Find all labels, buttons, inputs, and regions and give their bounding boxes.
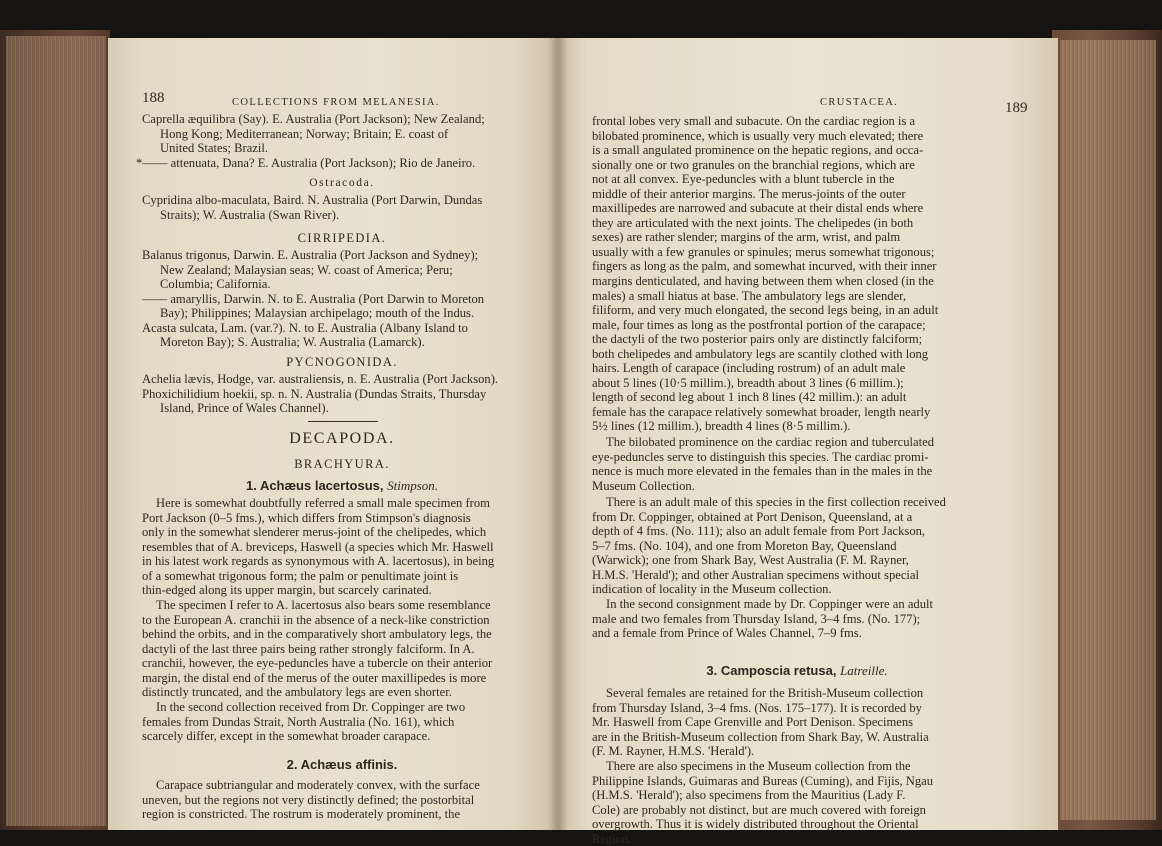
heading-ostracoda: Ostracoda. bbox=[309, 177, 375, 189]
species-name: 1. Achæus lacertosus, bbox=[245, 478, 384, 493]
text-line: and a female from Prince of Wales Channel, 7–9 fms. bbox=[592, 626, 862, 641]
text-line: maxillipedes are narrowed and subacute at their distal ends where bbox=[592, 201, 924, 216]
entry-line: Columbia; California. bbox=[160, 277, 271, 292]
left-running-head: COLLECTIONS FROM MELANESIA. bbox=[232, 97, 440, 108]
heading-decapoda: DECAPODA. bbox=[289, 430, 395, 447]
text-line: sionally one or two granules on the branchial regions, which are bbox=[592, 157, 915, 172]
text-line: from Thursday Island, 3–4 fms. (Nos. 175–177). It is recorded by bbox=[592, 700, 922, 715]
book-gutter bbox=[548, 38, 568, 830]
text-line: 5–7 fms. (No. 104), and one from Moreton Bay, Queensland bbox=[592, 538, 897, 553]
entry-line: Cypridina albo-maculata, Baird. N. Australia (Port Darwin, Dundas bbox=[142, 193, 483, 207]
text-line: There are also specimens in the Museum collection from the bbox=[606, 759, 911, 773]
text-line: Mr. Haswell from Cape Grenville and Port Denison. Specimens bbox=[592, 715, 914, 730]
text-line: Carapace subtriangular and moderately convex, with the surface bbox=[156, 778, 480, 792]
text-line: 5½ lines (12 millim.), breadth 4 lines (8·5 millim.). bbox=[592, 419, 851, 434]
text-line: fingers as long as the palm, and somewhat incurved, with their inner bbox=[592, 259, 937, 274]
text-line: to the European A. cranchii in the absence of a neck-like constriction bbox=[142, 612, 490, 627]
text-line: indication of locality in the Museum collection. bbox=[592, 582, 832, 597]
species-heading-achaeus-lacertosus bbox=[142, 478, 542, 494]
entry-line: Balanus trigonus, Darwin. E. Australia (Port Jackson and Sydney); bbox=[142, 248, 479, 262]
entry-line: Island, Prince of Wales Channel). bbox=[160, 401, 329, 416]
text-line: Several females are retained for the British-Museum collection bbox=[606, 686, 924, 700]
text-line: There is an adult male of this species in the first collection received bbox=[606, 495, 946, 509]
text-line: of a somewhat trigonous form; the palm or penultimate joint is bbox=[142, 568, 459, 583]
paragraph bbox=[592, 686, 929, 759]
entry-line: Caprella æquilibra (Say). E. Australia (Port Jackson); New Zealand; bbox=[142, 112, 485, 126]
text-line: margin, the distal end of the merus of the outer maxillipedes is more bbox=[142, 670, 487, 685]
text-line: males) a small hiatus at base. The ambulatory legs are slender, bbox=[592, 288, 907, 303]
entry-line: New Zealand; Malaysian seas; W. coast of America; Peru; bbox=[160, 262, 453, 277]
text-line: In the second collection received from Dr. Coppinger are two bbox=[156, 700, 466, 714]
text-line: usually with a few granules or spinules; merus somewhat trigonous; bbox=[592, 244, 935, 259]
text-line: hairs. Length of carapace (including rostrum) of an adult male bbox=[592, 361, 906, 376]
cirripedia-entries bbox=[142, 248, 484, 350]
entry-line: *—— attenuata, Dana? E. Australia (Port Jackson); Rio de Janeiro. bbox=[136, 155, 476, 170]
right-running-head: CRUSTACEA. bbox=[820, 97, 899, 108]
entry-line: Hong Kong; Mediterranean; Norway; Britain; E. coast of bbox=[160, 126, 449, 141]
species-name: 3. Camposcia retusa, bbox=[706, 663, 837, 678]
text-line: scarcely differ, except in the somewhat broader carapace. bbox=[142, 729, 431, 744]
text-line: bilobated prominence, which is usually very much elevated; there bbox=[592, 128, 924, 143]
paragraph bbox=[142, 496, 494, 598]
pycnogonida-entries bbox=[142, 372, 498, 416]
text-line: Region. bbox=[592, 831, 632, 846]
paragraph bbox=[592, 759, 933, 846]
species-author: Latreille. bbox=[840, 663, 888, 678]
text-line: male and two females from Thursday Island, 3–4 fms. (No. 177); bbox=[592, 611, 921, 626]
heading-pycnogonida: PYCNOGONIDA. bbox=[286, 355, 398, 369]
text-line: Cole) are probably not distinct, but are much covered with foreign bbox=[592, 802, 926, 817]
paragraph bbox=[142, 700, 465, 744]
text-line: sexes) are rather slender; margins of the arm, wrist, and palm bbox=[592, 230, 901, 245]
text-line: eye-peduncles serve to distinguish this species. The cardiac promi- bbox=[592, 449, 929, 464]
text-line: female has the carapace relatively somewhat broader, length nearly bbox=[592, 404, 931, 419]
text-line: (H.M.S. 'Herald'); also specimens from the Mauritius (Lady F. bbox=[592, 788, 906, 803]
heading-cirripedia: CIRRIPEDIA. bbox=[297, 231, 387, 245]
text-line: length of second leg about 1 inch 8 lines (42 millim.): an adult bbox=[592, 390, 907, 405]
text-line: are in the British-Museum collection from Shark Bay, W. Australia bbox=[592, 729, 929, 744]
paragraph bbox=[142, 778, 480, 822]
paragraph bbox=[592, 495, 946, 597]
text-line: depth of 4 fms. (No. 111); also an adult female from Port Jackson, bbox=[592, 524, 926, 539]
amphipoda-entries bbox=[136, 112, 485, 170]
paragraph bbox=[142, 598, 492, 700]
text-line: Here is somewhat doubtfully referred a small male specimen from bbox=[156, 496, 490, 510]
text-line: frontal lobes very small and subacute. On the cardiac region is a bbox=[592, 114, 916, 128]
section-rule bbox=[308, 421, 378, 422]
text-line: The specimen I refer to A. lacertosus also bears some resemblance bbox=[156, 598, 491, 612]
species-heading-achaeus-affinis: 2. Achæus affinis. bbox=[286, 757, 398, 772]
entry-line: Phoxichilidium hoekii, sp. n. N. Australia (Dundas Straits, Thursday bbox=[142, 386, 487, 401]
text-line: margins denticulated, and having between them when closed (in the bbox=[592, 274, 934, 289]
text-line: distinctly truncated, and the ambulatory legs are even shorter. bbox=[142, 685, 452, 700]
text-line: not at all convex. Eye-peduncles with a blunt tubercle in the bbox=[592, 172, 895, 187]
heading-brachyura: BRACHYURA. bbox=[294, 457, 390, 471]
text-line: the dactyli of the two posterior pairs only are distinctly falciform; bbox=[592, 332, 923, 347]
text-line: Port Jackson (0–5 fms.), which differs from Stimpson's diagnosis bbox=[142, 510, 471, 525]
text-line: H.M.S. 'Herald'); and other Australian specimens without special bbox=[592, 567, 920, 582]
entry-line: Acasta sulcata, Lam. (var.?). N. to E. Australia (Albany Island to bbox=[142, 320, 468, 335]
text-line: from Dr. Coppinger, obtained at Port Denison, Queensland, at a bbox=[592, 509, 913, 524]
paragraph bbox=[592, 597, 933, 641]
right-page-number: 189 bbox=[1005, 100, 1028, 116]
text-line: both chelipedes and ambulatory legs are scantily clothed with long bbox=[592, 346, 929, 361]
text-line: only in the somewhat slenderer merus-joint of the chelipedes, which bbox=[142, 525, 487, 540]
text-line: (Warwick); one from Shark Bay, West Australia (F. M. Rayner, bbox=[592, 553, 909, 568]
text-line: nence is much more elevated in the females than in the males in the bbox=[592, 464, 933, 479]
page-edges-right bbox=[1060, 40, 1156, 820]
text-line: filiform, and very much elongated, the second legs being, in an adult bbox=[592, 303, 939, 318]
text-line: in his latest work regards as synonymous with A. lacertosus), in being bbox=[142, 554, 495, 569]
text-line: middle of their anterior margins. The merus-joints of the outer bbox=[592, 186, 906, 201]
entry-line: United States; Brazil. bbox=[160, 141, 269, 156]
entry-line: Moreton Bay); S. Australia; W. Australia (Lamarck). bbox=[160, 335, 425, 350]
text-line: thin-edged along its upper margin, but scarcely carinated. bbox=[142, 583, 432, 598]
paragraph bbox=[592, 435, 934, 493]
text-line: region is constricted. The rostrum is moderately prominent, the bbox=[142, 807, 461, 822]
entry-line: Bay); Philippines; Malaysian archipelago; mouth of the Indus. bbox=[160, 306, 475, 321]
left-page-number: 188 bbox=[142, 90, 165, 106]
text-line: Museum Collection. bbox=[592, 478, 695, 493]
text-line: Philippine Islands, Guimaras and Bureas (Cuming), and Fijis, Ngau bbox=[592, 773, 934, 788]
text-line: cranchii, however, the eye-peduncles have a tubercle on their anterior bbox=[142, 656, 493, 671]
entry-line: Straits); W. Australia (Swan River). bbox=[160, 207, 340, 222]
species-heading-camposcia-retusa bbox=[592, 663, 1002, 679]
ostracoda-entries bbox=[142, 193, 482, 222]
text-line: behind the orbits, and in the comparatively short ambulatory legs, the bbox=[142, 627, 492, 642]
text-line: In the second consignment made by Dr. Coppinger were an adult bbox=[606, 597, 934, 611]
text-line: overgrowth. Thus it is widely distributed throughout the Oriental bbox=[592, 817, 919, 832]
text-line: dactyli of the last three pairs being rather strongly falciform. In A. bbox=[142, 641, 475, 656]
text-line: male, four times as long as the postfrontal portion of the carapace; bbox=[592, 317, 926, 332]
species-author: Stimpson. bbox=[387, 478, 439, 493]
text-line: is a small angulated prominence on the hepatic regions, and occa- bbox=[592, 143, 924, 158]
page-edges-left bbox=[6, 36, 106, 826]
text-line: The bilobated prominence on the cardiac region and tuberculated bbox=[606, 435, 934, 449]
entry-line: Achelia lævis, Hodge, var. australiensis, n. E. Australia (Port Jackson). bbox=[142, 372, 499, 386]
text-line: (F. M. Rayner, H.M.S. 'Herald'). bbox=[592, 744, 755, 759]
text-line: they are articulated with the next joints. The chelipedes (in both bbox=[592, 215, 914, 230]
text-line: about 5 lines (10·5 millim.), breadth about 3 lines (6 millim.); bbox=[592, 375, 904, 390]
text-line: females from Dundas Strait, North Australia (No. 161), which bbox=[142, 714, 455, 729]
text-line: resembles that of A. breviceps, Haswell (a species which Mr. Haswell bbox=[142, 539, 494, 554]
text-line: uneven, but the regions not very distinctly defined; the postorbital bbox=[142, 792, 475, 807]
paragraph bbox=[592, 114, 938, 434]
entry-line: —— amaryllis, Darwin. N. to E. Australia (Port Darwin to Moreton bbox=[142, 291, 485, 306]
